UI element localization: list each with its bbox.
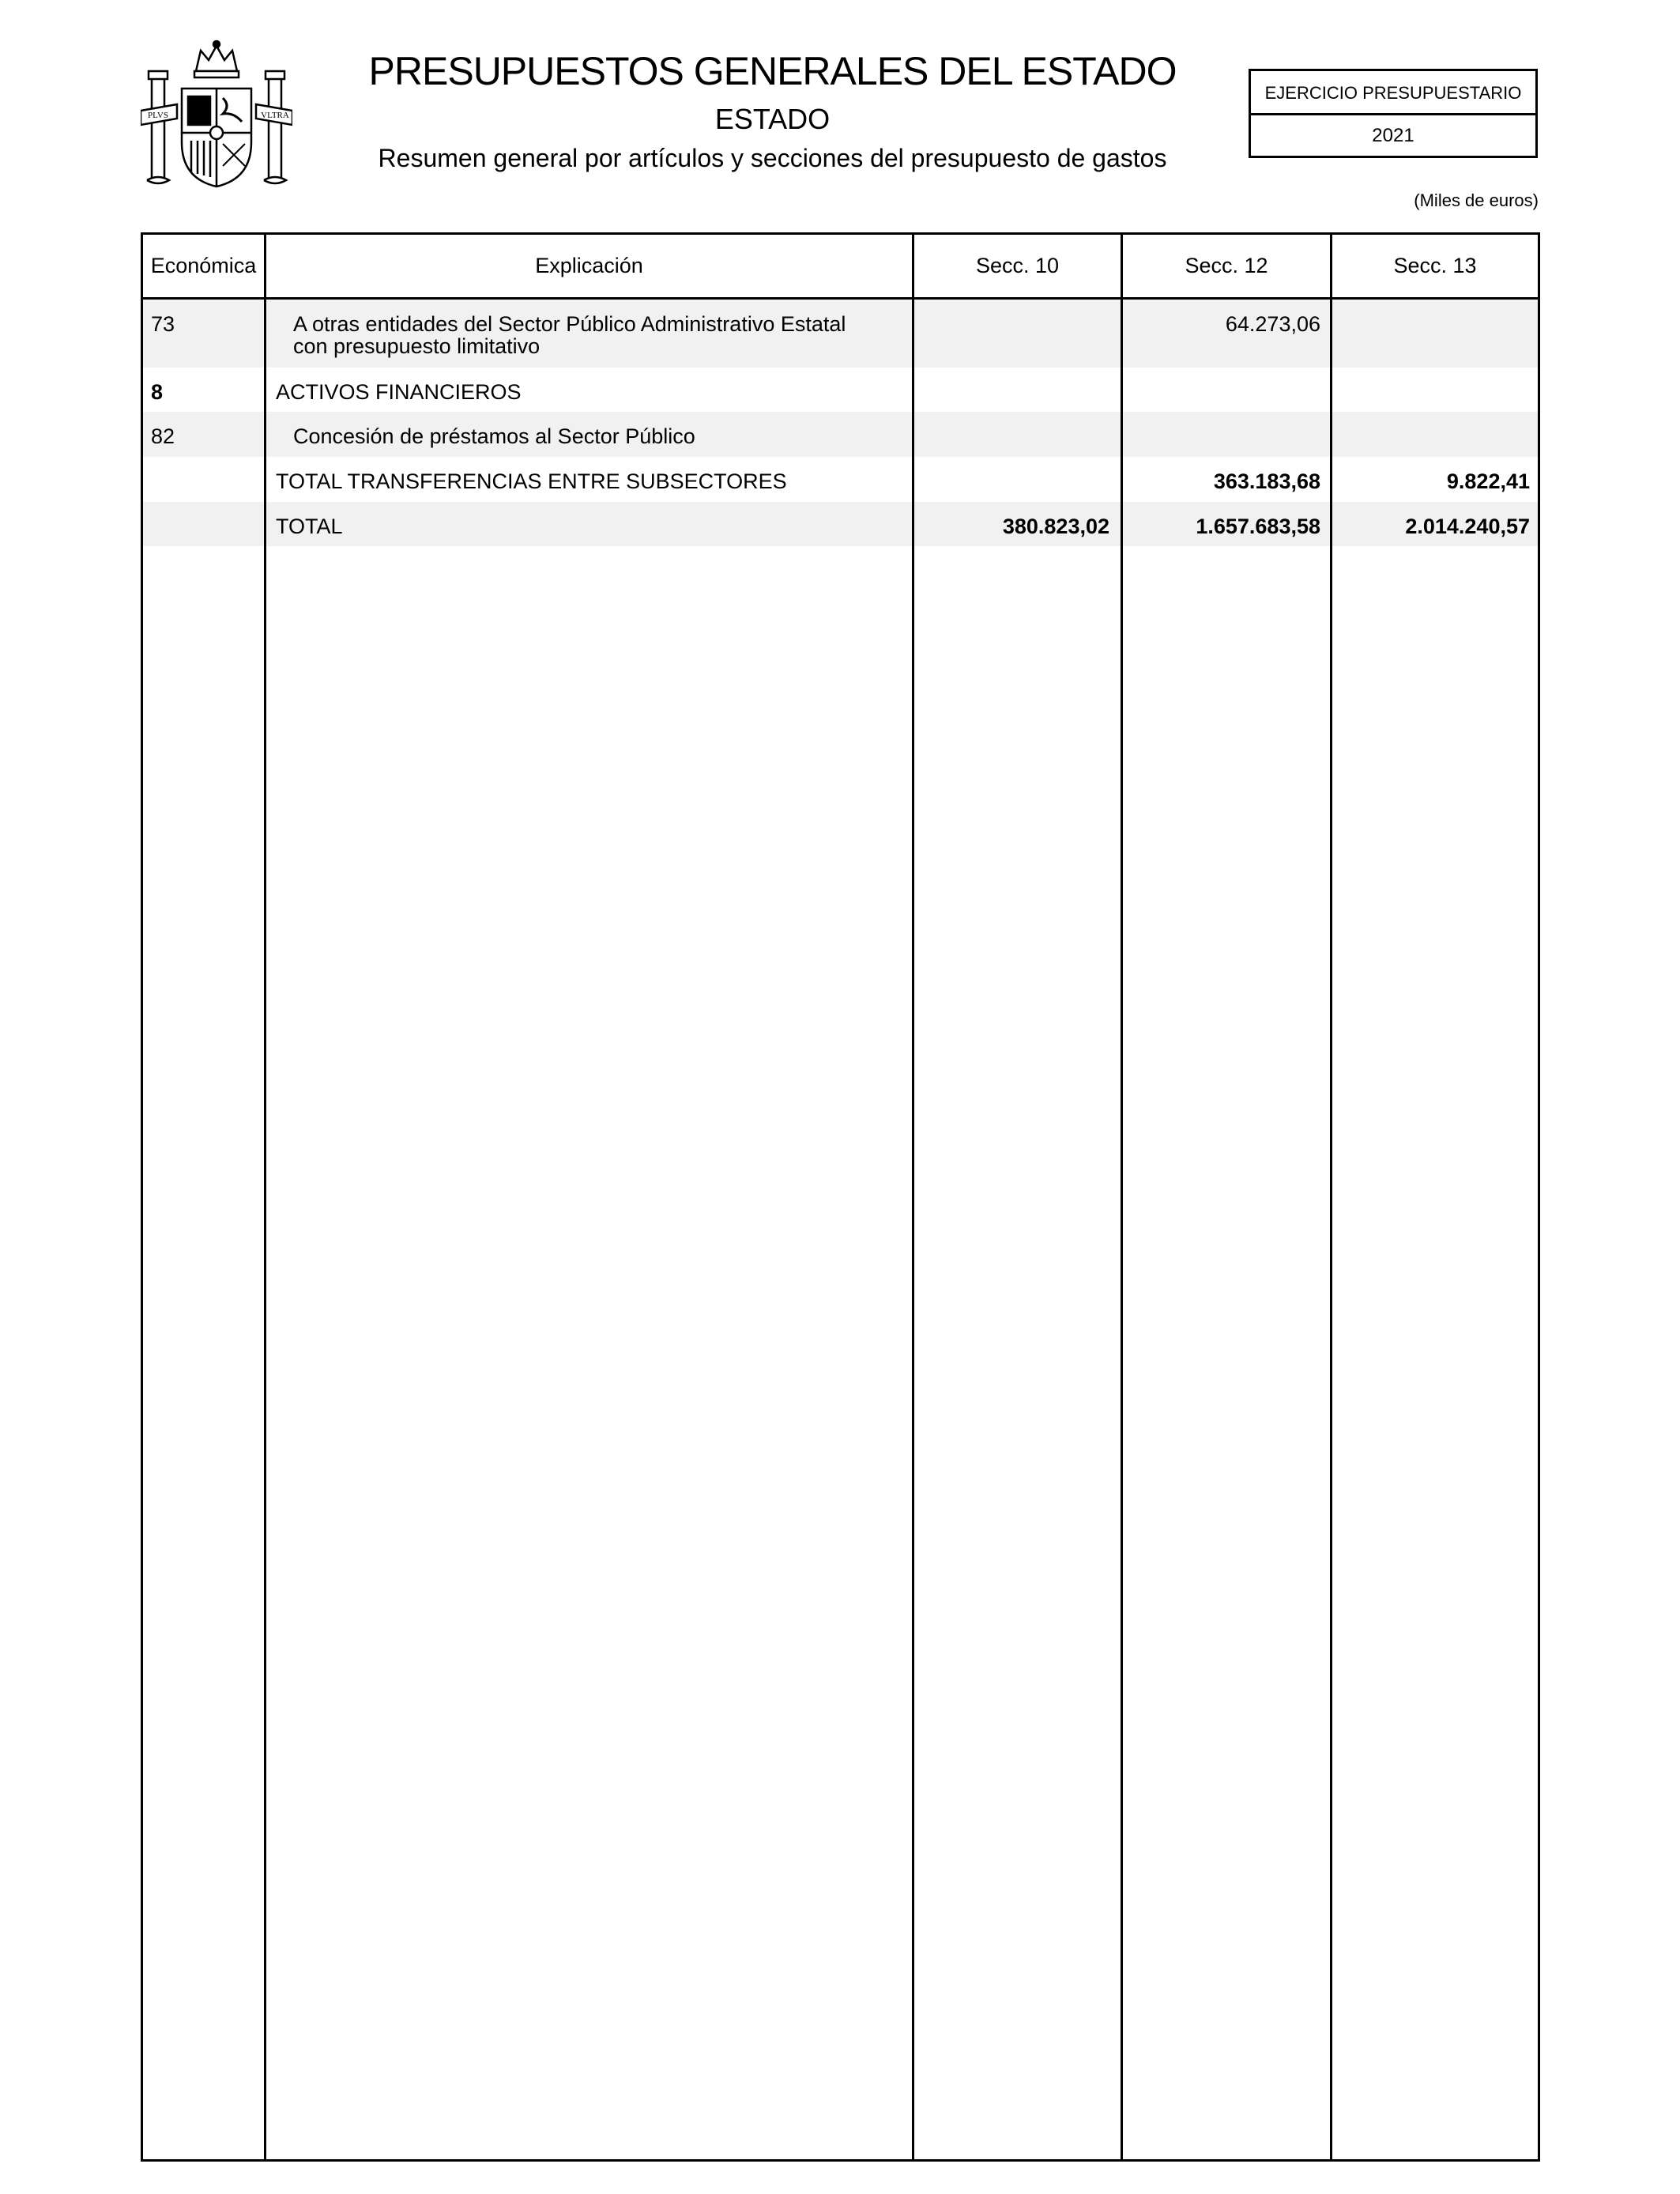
column-divider: [912, 235, 914, 2159]
row-explanation: ACTIVOS FINANCIEROS: [276, 380, 522, 404]
exercise-box: [1249, 69, 1538, 158]
secc12-value: 1.657.683,58: [1196, 515, 1320, 538]
row-explanation: [293, 300, 846, 358]
svg-text:VLTRA: VLTRA: [261, 111, 289, 120]
exercise-label: EJERCICIO PRESUPUESTARIO: [1251, 71, 1535, 115]
units-note: (Miles de euros): [1414, 190, 1539, 210]
exercise-year: 2021: [1372, 125, 1414, 146]
page-title: PRESUPUESTOS GENERALES DEL ESTADO: [368, 49, 1177, 93]
column-header-secc10: Secc. 10: [975, 254, 1060, 277]
secc12-value: 363.183,68: [1213, 469, 1320, 493]
secc13-value: [1332, 412, 1530, 424]
svg-text:PLVS: PLVS: [148, 111, 168, 120]
table-row: [143, 412, 1538, 457]
page-subtitle: ESTADO: [714, 103, 831, 135]
secc10-value: [912, 457, 1109, 469]
economic-code: 73: [151, 312, 175, 336]
secc10-value: [912, 368, 1109, 380]
economic-code: 82: [151, 424, 175, 448]
table-row: [143, 368, 1538, 412]
row-explanation-line: A otras entidades del Sector Público Administrativo Estatal: [293, 312, 846, 336]
secc12-value: [1123, 368, 1320, 380]
budget-table: [141, 232, 1540, 2162]
column-header-economica: Económica: [150, 254, 257, 277]
column-divider: [264, 235, 266, 2159]
column-header-secc12: Secc. 12: [1185, 254, 1268, 277]
column-divider: [1330, 235, 1332, 2159]
table-row: [143, 457, 1538, 502]
table-row: [143, 502, 1538, 546]
column-header-explicacion: Explicación: [535, 254, 643, 277]
row-explanation-line: con presupuesto limitativo: [293, 334, 541, 358]
secc12-value: [1123, 412, 1320, 424]
secc13-value: [1332, 368, 1530, 380]
secc10-value: [912, 300, 1109, 312]
economic-code: 8: [151, 380, 164, 404]
secc10-value: [912, 412, 1109, 424]
table-row: [143, 300, 1538, 368]
secc13-value: 9.822,41: [1446, 469, 1530, 493]
row-explanation: TOTAL: [276, 515, 343, 538]
row-explanation: Concesión de préstamos al Sector Público: [293, 424, 695, 448]
secc12-value: 64.273,06: [1225, 312, 1320, 336]
secc13-value: [1332, 300, 1530, 312]
table-header: [143, 235, 1538, 300]
secc13-value: 2.014.240,57: [1405, 515, 1530, 538]
page-description: Resumen general por artículos y secciones del presupuesto de gastos: [378, 144, 1167, 172]
column-divider: [1121, 235, 1123, 2159]
coat-of-arms-icon: [141, 40, 292, 191]
column-header-secc13: Secc. 13: [1393, 254, 1477, 277]
row-explanation: TOTAL TRANSFERENCIAS ENTRE SUBSECTORES: [276, 469, 787, 493]
secc10-value: 380.823,02: [1002, 515, 1109, 538]
